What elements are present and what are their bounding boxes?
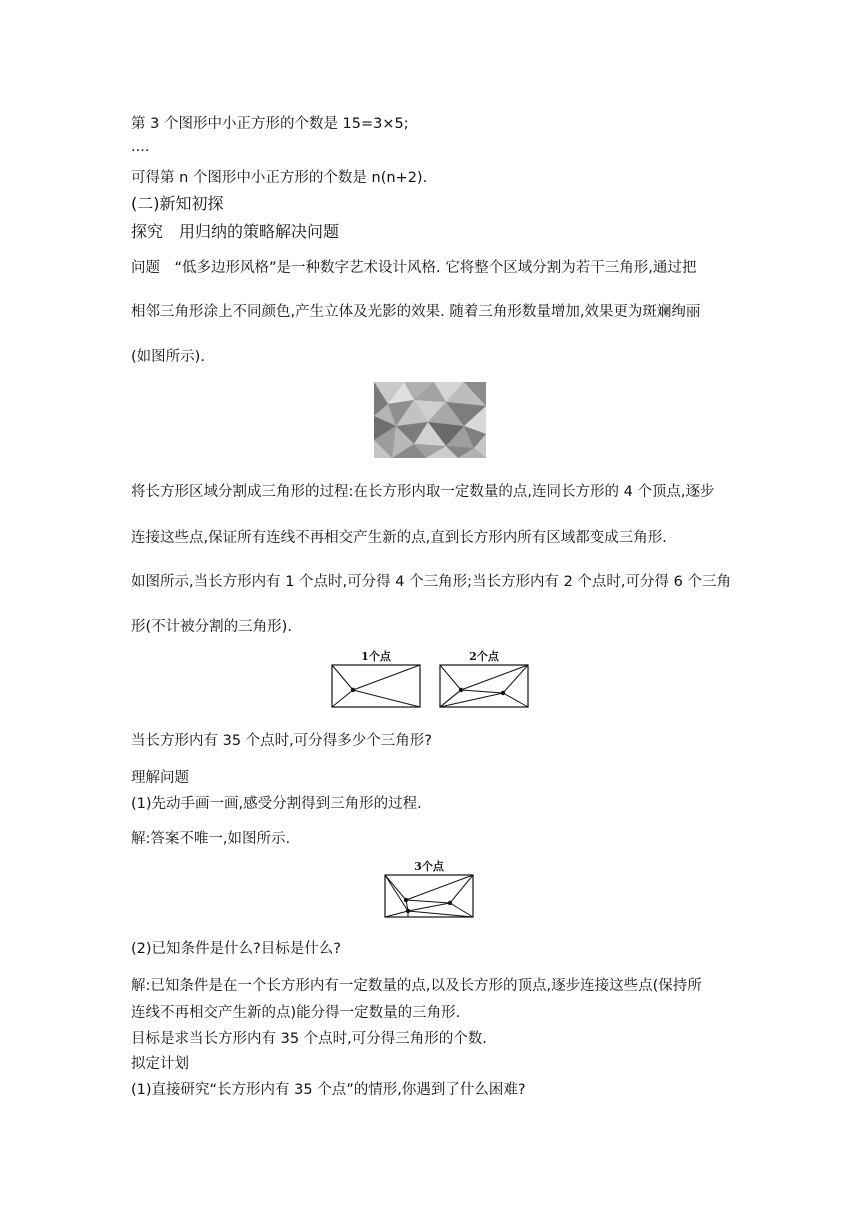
intro-line-1: 第 3 个图形中小正方形的个数是 15=3×5; bbox=[131, 116, 409, 132]
plan-title: 拟定计划 bbox=[131, 1056, 189, 1072]
understand-a1: 解:答案不唯一,如图所示. bbox=[131, 831, 291, 847]
figure-three-points bbox=[384, 858, 474, 918]
figure-three-points-label: 3个点 bbox=[414, 860, 444, 873]
problem-paragraph-6: 如图所示,当长方形内有 1 个点时,可分得 4 个三角形;当长方形内有 2 个点时,可分得 6 个三角 bbox=[131, 574, 731, 590]
intro-line-2: .... bbox=[131, 139, 150, 155]
understand-a2-line-1: 解:已知条件是在一个长方形内有一定数量的点,以及长方形的顶点,逐步连接这些点(保持所 bbox=[131, 978, 702, 994]
figure-one-point bbox=[331, 648, 421, 708]
intro-line-3: 可得第 n 个图形中小正方形的个数是 n(n+2). bbox=[131, 170, 428, 186]
low-poly-image bbox=[374, 382, 486, 458]
problem-paragraph-1: 问题 “低多边形风格”是一种数字艺术设计风格. 它将整个区域分割为若干三角形,通过把 bbox=[131, 260, 697, 276]
plan-q1: (1)直接研究“长方形内有 35 个点”的情形,你遇到了什么困难? bbox=[131, 1082, 526, 1098]
problem-paragraph-2: 相邻三角形涂上不同颜色,产生立体及光影的效果. 随着三角形数量增加,效果更为斑斓绚丽 bbox=[131, 304, 701, 320]
understand-title: 理解问题 bbox=[131, 770, 189, 786]
problem-paragraph-5: 连接这些点,保证所有连线不再相交产生新的点,直到长方形内所有区域都变成三角形. bbox=[131, 530, 667, 546]
problem-question: 当长方形内有 35 个点时,可分得多少个三角形? bbox=[131, 733, 432, 749]
understand-q1: (1)先动手画一画,感受分割得到三角形的过程. bbox=[131, 796, 422, 812]
figure-two-points-label: 2个点 bbox=[469, 650, 499, 663]
problem-paragraph-7: 形(不计被分割的三角形). bbox=[131, 619, 292, 635]
understand-a2-line-2: 连线不再相交产生新的点)能分得一定数量的三角形. bbox=[131, 1005, 461, 1021]
section-title: (二)新知初探 bbox=[131, 194, 224, 213]
understand-a2-line-3: 目标是求当长方形内有 35 个点时,可分得三角形的个数. bbox=[131, 1031, 487, 1047]
figure-one-point-label: 1个点 bbox=[361, 650, 391, 663]
understand-q2: (2)已知条件是什么?目标是什么? bbox=[131, 941, 341, 957]
explore-heading: 探究 用归纳的策略解决问题 bbox=[131, 222, 340, 241]
problem-paragraph-3: (如图所示). bbox=[131, 349, 205, 365]
problem-paragraph-4: 将长方形区域分割成三角形的过程:在长方形内取一定数量的点,连同长方形的 4 个顶点,逐步 bbox=[131, 484, 715, 500]
figure-two-points bbox=[439, 648, 529, 708]
